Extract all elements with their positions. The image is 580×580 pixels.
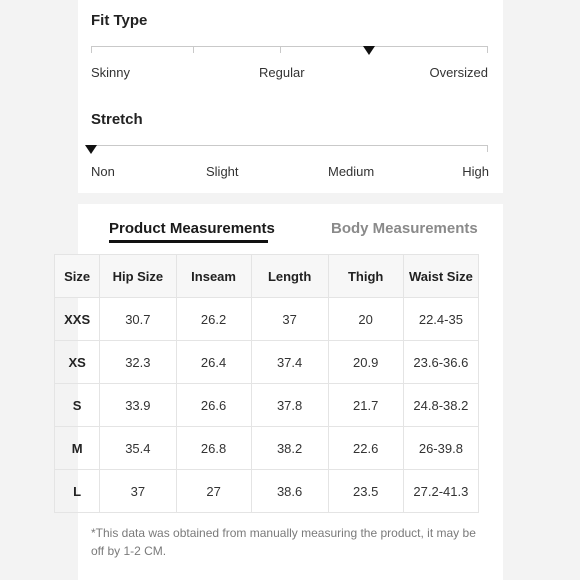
- stretch-scale: [91, 145, 488, 146]
- column-header-size: Size: [55, 255, 100, 298]
- measurement-disclaimer: *This data was obtained from manually measuring the product, it may be off by 1-2 CM.: [91, 526, 476, 558]
- table-cell: 35.4: [100, 427, 176, 470]
- column-header-waist-size: Waist Size: [403, 255, 478, 298]
- fit-type-tick: [280, 46, 281, 53]
- table-cell: 26-39.8: [403, 427, 478, 470]
- table-header-row: [55, 255, 479, 298]
- fit-stretch-card: [78, 0, 503, 193]
- active-tab-indicator: [109, 240, 268, 243]
- table-cell: 23.6-36.6: [403, 341, 478, 384]
- size-cell: XS: [55, 341, 100, 384]
- table-row: [55, 470, 479, 513]
- stretch-label-non: Non: [91, 164, 115, 179]
- stretch-tick: [487, 145, 488, 152]
- tab-body-measurements[interactable]: Body Measurements: [331, 220, 478, 237]
- table-cell: 27: [176, 470, 251, 513]
- table-cell: 26.2: [176, 298, 251, 341]
- table-cell: 20.9: [328, 341, 403, 384]
- table-row: [55, 341, 479, 384]
- table-cell: 20: [328, 298, 403, 341]
- table-row: [55, 298, 479, 341]
- column-header-inseam: Inseam: [176, 255, 251, 298]
- table-cell: 22.6: [328, 427, 403, 470]
- table-row: [55, 384, 479, 427]
- fit-type-label-regular: Regular: [259, 65, 305, 80]
- tab-product-measurements[interactable]: Product Measurements: [109, 220, 275, 237]
- table-cell: 23.5: [328, 470, 403, 513]
- fit-type-tick: [487, 46, 488, 53]
- size-cell: S: [55, 384, 100, 427]
- stretch-label-slight: Slight: [206, 164, 239, 179]
- table-cell: 26.8: [176, 427, 251, 470]
- table-cell: 27.2-41.3: [403, 470, 478, 513]
- table-cell: 26.6: [176, 384, 251, 427]
- fit-type-label-skinny: Skinny: [91, 65, 131, 80]
- stretch-label-medium: Medium: [328, 164, 375, 179]
- table-cell: 30.7: [100, 298, 176, 341]
- fit-type-marker-icon: [363, 46, 375, 55]
- column-header-hip-size: Hip Size: [100, 255, 176, 298]
- size-cell: XXS: [55, 298, 100, 341]
- column-header-length: Length: [251, 255, 328, 298]
- size-cell: L: [55, 470, 100, 513]
- table-cell: 21.7: [328, 384, 403, 427]
- column-header-thigh: Thigh: [328, 255, 403, 298]
- table-cell: 26.4: [176, 341, 251, 384]
- measurements-table: [54, 254, 479, 513]
- table-row: [55, 427, 479, 470]
- table-cell: 33.9: [100, 384, 176, 427]
- fit-type-tick: [91, 46, 92, 53]
- table-cell: 37.8: [251, 384, 328, 427]
- fit-type-title: Fit Type: [91, 12, 148, 29]
- stretch-marker-icon: [85, 145, 97, 154]
- size-cell: M: [55, 427, 100, 470]
- table-cell: 22.4-35: [403, 298, 478, 341]
- stretch-label-high: High: [462, 164, 489, 179]
- fit-type-tick: [193, 46, 194, 53]
- fit-type-scale: [91, 46, 488, 47]
- table-cell: 32.3: [100, 341, 176, 384]
- table-cell: 37: [251, 298, 328, 341]
- table-cell: 37.4: [251, 341, 328, 384]
- table-cell: 37: [100, 470, 176, 513]
- table-cell: 38.6: [251, 470, 328, 513]
- fit-type-label-oversized: Oversized: [429, 65, 488, 80]
- measurements-card: [64, 204, 503, 580]
- table-cell: 38.2: [251, 427, 328, 470]
- measurements-table-viewport[interactable]: [64, 254, 503, 517]
- table-cell: 24.8-38.2: [403, 384, 478, 427]
- stretch-title: Stretch: [91, 111, 143, 128]
